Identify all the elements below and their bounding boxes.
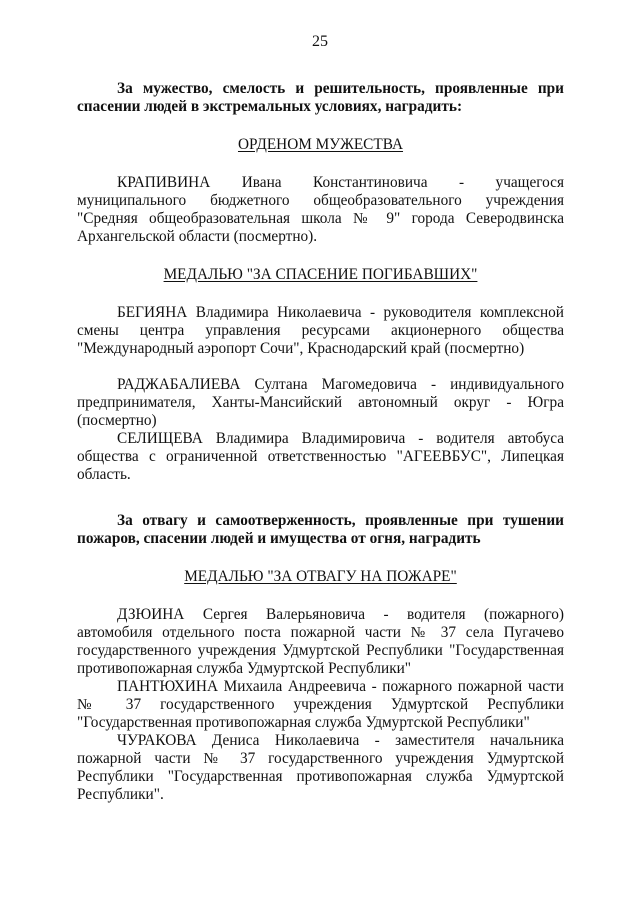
award-title: МЕДАЛЬЮ "ЗА ОТВАГУ НА ПОЖАРЕ" <box>184 568 457 585</box>
award-entry: СЕЛИЩЕВА Владимира Владимировича - водителя автобуса общества с ограниченной ответственностью "АГЕЕВБУС", Липецкая область. <box>77 430 564 483</box>
award-entry: БЕГИЯНА Владимира Николаевича - руководителя комплексной смены центра управления ресурсами акционерного общества "Международный аэропорт Сочи", Краснодарский край (посмертно) <box>77 304 564 357</box>
award-title: ОРДЕНОМ МУЖЕСТВА <box>237 136 404 153</box>
award-entry: ЧУРАКОВА Дениса Николаевича - заместителя начальника пожарной части № 37 государственного учреждения Удмуртской Республики "Государственная противопожарная служба Удмуртской Республики". <box>77 732 564 803</box>
award-entry: ДЗЮИНА Сергея Валерьяновича - водителя (пожарного) автомобиля отдельного поста пожарной части № 37 села Пугачево государственного учреждения Удмуртской Республики "Государственная противопожарная служба Удмуртской Республики" <box>77 606 564 677</box>
section-preamble: За мужество, смелость и решительность, проявленные при спасении людей в экстремальных условиях, наградить: <box>77 80 564 115</box>
section-preamble: За отвагу и самоотверженность, проявленные при тушении пожаров, спасении людей и имущества от огня, наградить <box>77 512 564 547</box>
award-entry: КРАПИВИНА Ивана Константиновича - учащегося муниципального бюджетного общеобразовательного учреждения "Средняя общеобразовательная школа № 9" города Северодвинска Архангельской области (посмертно). <box>77 174 564 245</box>
award-entry: РАДЖАБАЛИЕВА Султана Магомедовича - индивидуального предпринимателя, Ханты-Мансийский автономный округ - Югра (посмертно) <box>77 376 564 429</box>
page-number: 25 <box>312 33 328 50</box>
award-entry: ПАНТЮХИНА Михаила Андреевича - пожарного пожарной части № 37 государственного учреждения Удмуртской Республики "Государственная противопожарная служба Удмуртской Республики" <box>77 678 564 731</box>
award-title: МЕДАЛЬЮ "ЗА СПАСЕНИЕ ПОГИБАВШИХ" <box>163 266 478 283</box>
